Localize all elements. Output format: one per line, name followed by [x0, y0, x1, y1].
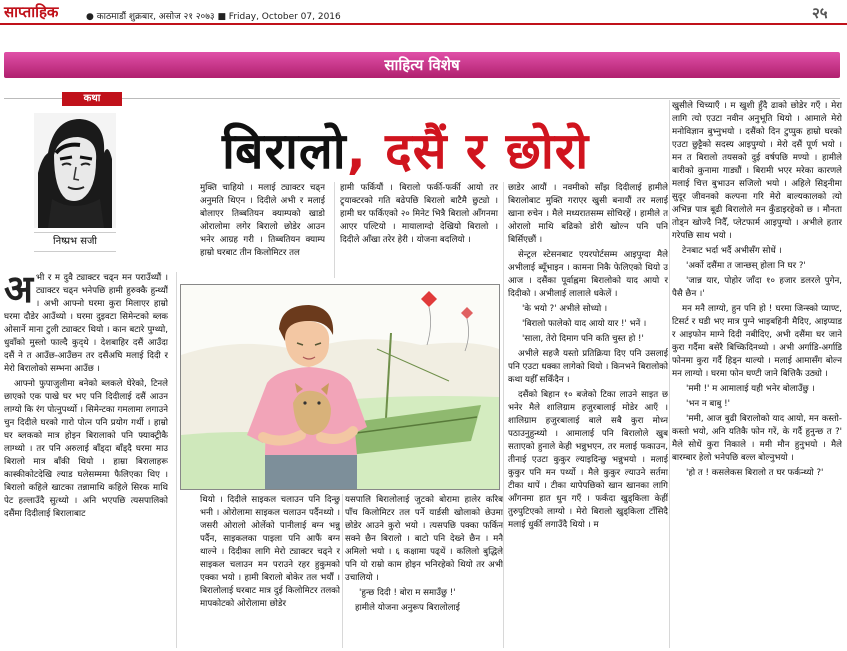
- column-rule: [669, 100, 670, 648]
- headline-part2: , दसैं र छोरो: [346, 122, 590, 180]
- dialogue: 'जान्न यार, पोहोर जाँदा १० हजार डलरले पुगेन, पैसै छैन ।': [672, 276, 842, 299]
- paragraph: सेन्ट्रल स्टेसनबाट एयरपोर्टसम्म आइपुग्दा मैले अभीलाई ब्यूँभाइन । कामना निकै फेलिएको थियो उ आज । दसैंका पूर्वाह्नमा बिरालोको याद आयो र दिदीको । अभीलाई लालाले धकेलें ।: [508, 250, 668, 299]
- paragraph: मन मनै लाग्यो, हुन पनि हो ! घरमा जिन्स्को प्याण्ट, टिसर्ट र घडी भए मात्र पुग्ने भाइबहिनी मैदिए, आइप्याड र आइफोन माग्ने दिदी नबीदिए, अभी दसैंमा घर जाने कुरा गर्दैमा बसेरै बिच्किदिनथ्यो । अभी अर्गाडि-अर्गाडि फोनमा कुरा गर्दै हिड्न थाल्यो । मलाई आमासँग बोल्न मन लाग्यो । घरमा फोन घण्टी जाने बित्तिकै उठ्यो ।: [672, 304, 842, 379]
- column-rule: [176, 272, 177, 648]
- article-column-4: [508, 182, 668, 648]
- issue-date: ● काठमाडौं शुक्रबार, असोज २१ २०७३ ■ Friday, October 07, 2016: [86, 12, 341, 22]
- dropcap: अ: [4, 272, 34, 311]
- paragraph: आफ्नो फुपाजुलीमा बनेको ब्लकले घेरेको, टिनले छाएको एक पाखे घर भए पनि दिदीलाई दसैं आउन लाग्यो कि रंग पोत्नुपर्थ्यो । सिमेन्टका गमलामा लगाउने चुन दिदीले घरको गारो पोत्न पनि प्रयोग गर्थी । हाम्रो घर ब्लकको मात्र होइन बिरालाको पनि फ्याक्ट्रीकै लाग्थ्यो । तर पनि अरुलाई बाँड्दा बाँड्दै घरमा माउ बिरालो मात्र बाँकी थियो । हाम्रा बिरालाहरू कास्कीकोटदेखि ल्याड घलेसम्ममा फैलिएका थिए । बिरालो कहिले खाटका तन्नामाथि कहिले सिरक माथि पेट हल्लाउँदै सुत्थ्यो । अनि भएपछि त्यसपालिको दसैंमा दिदीलाई बिरालाबाट: [4, 379, 168, 519]
- divider: [4, 98, 840, 99]
- dialogue: 'बिरालो फालेको याद आयो यार !' भनें ।: [522, 319, 647, 329]
- genre-tag: कथा: [62, 92, 122, 106]
- masthead-rule: [0, 23, 847, 25]
- paragraph: टेनबाट भर्दा भर्दै अभीसँग सोधें ।: [682, 246, 782, 256]
- article-column-1: [4, 272, 168, 648]
- story-illustration: [180, 284, 500, 490]
- boy-holding-kitten-icon: [181, 285, 499, 489]
- section-title: साहित्य विशेष: [384, 56, 460, 74]
- dialogue: 'हो त ! कसलेकस बिरालो त घर फर्कन्थ्यो ?': [686, 468, 824, 478]
- article-column-5: [672, 100, 842, 648]
- paragraph: भी र म दुवै ट्याक्टर चढ्न मन पराउँथ्यौं । ट्याक्टर चढ्न भनेपछि हामी हुरुक्कै हुन्थ्यौं । अभी आफ्नो घरमा कुरा मिलाएर हाम्रो घरमा दौडेर आउँथ्यो । घरमा दुइवटा सिमेन्टको ब्लक ओसार्ने माना टुली ट्याक्टर थियो । कान बटारे पुग्थ्यो, धुवाँको मुस्लो फाल्दै कुद्थे । देशबाहिर दसैं आउँदा दसैं ने त आउँछ-आउँछन तर दसैंअघि मलाई दिदी र मेरो बिरालोको सम्भना आउँछ ।: [4, 273, 168, 374]
- dialogue: 'भन न बाबु !': [686, 399, 730, 409]
- author-photo: [34, 113, 116, 228]
- headline-part1: बिरालो: [222, 122, 347, 180]
- page-number: २५: [812, 4, 828, 22]
- dialogue: 'ममी, आज बुढी बिरालोको याद आयो, मन कस्तो-कस्तो भयो, अनि यतिकै फोन गरें, के गर्दै हुनुन्छ त ?' मैले सोधें कुरा निकाले । ममी मौन हुनुभयो । मैले बारम्बार हेलो भनेपछि बल्ल बोल्नुभयो ।: [672, 414, 842, 463]
- article-column-3: [340, 182, 498, 278]
- paragraph: मुक्ति चाहियो । मलाई ट्याक्टर चढ्न अनुमति थिएन । दिदीले अभी र मलाई बोलाएर तिब्बतियन क्याम्पको खाडो ओरालोमा लगेर बिरालो छोडेर आउन भनेर आग्रह गरी । तिब्बतियन क्याम्प हाम्रो घरबाट तीन किलोमिटर तल: [200, 183, 325, 258]
- masthead: [0, 0, 847, 26]
- article-column-2: [200, 182, 325, 278]
- paragraph: छाडेर आयौं । नवमीको साँझ दिदीलाई हामीले बिरालोबाट मुक्ति गराएर खुसी बनायौं तर मलाई खाना रुचेन । मैले मध्यरातसम्म सोचिरहें । हामीले त ओरालो माथि बढिको डोरी खोल्न पनि पनि बिर्सिएछौं ।: [508, 183, 668, 245]
- article-column-6: [200, 494, 340, 648]
- article-column-7: [345, 494, 503, 648]
- column-rule: [503, 182, 504, 648]
- column-rule: [342, 494, 343, 648]
- paragraph: थियो । दिदीले साइकल चलाउन पनि दिन्छु भनी । ओरोलामा साइकल चलाउन पर्दैनथ्यो । जसरी ओरालो ओर्लेको पानीलाई बग्न भन्नु पर्दैन, साइकलका पाइला पनि आफैं बग्न थाल्ने । दिदीका लागि मेरो ट्याक्टर चढ्ने र साइकल चलाउन मन पराउने रहर हुकुमको एक्का भयो । हामी बिरालो बोकेर तल भर्यौं । बिरालोलाई घरबाट मात्र दुई किलोमिटर तलको मापकोटको ओरोलामा छोडेर: [200, 495, 340, 609]
- column-rule: [334, 182, 335, 278]
- paragraph: अभीले सहजै यस्तो प्रतिक्रिया दिए पनि उसलाई पनि एउटा धक्का लागेको थियो । किनभने बिरालोको कथा यहीँ सकिँदैन ।: [508, 349, 668, 385]
- section-banner: [4, 52, 840, 78]
- paragraph: हामीले योजना अनुरूप बिरालोलाई: [355, 603, 460, 613]
- headline: [222, 115, 589, 183]
- paragraph: यसपालि बिरालोलाई जुटको बोरामा हालेर करिब पाँच किलोमिटर तल पर्ने यार्डसी खोलाको छेउमा छोडेर आउने कुरो भयो । त्यसपछि पक्का फर्किन सक्ने छैन बिरालो । बाटो पनि देख्ने छैन । मनै अमिलो भयो । ६ कक्षामा पढ्थें । कलिलो बुद्धिले पनि यो राम्रो काम होइन भनिरहेको थियो तर अभी उचालियो ।: [345, 495, 503, 583]
- dialogue: 'साला, तेरो दिमाग पनि कति चुस्त हो !': [522, 334, 644, 344]
- author-name: निष्प्रभ सजी: [34, 232, 116, 252]
- author-portrait-icon: [34, 113, 116, 228]
- paragraph: दसैंको बिहान १० बजेको टिका लाउने साइत छ भनेर मैले शालिग्राम हजुरबालाई मोडेर आएँ । शालिग्राम हजुरबालाई बाले सबै कुरा मोध्न पठाउनुहुन्थ्यो । आमालाई पनि बिरालोले खुब सताएको हुनाले केही भन्नुभएन, तर मलाई फकाउन, तीनाई एउटा कुकुर ल्याइदिन्छु भन्नुभयो । मलाई कुकुर पनि मन पर्थ्यो । मैले कुकुर ल्याउने सर्तमा टीका थापें । टीका थापेपछिको खान खानका लागि आँगनमा हात धुन गएँ । फर्कंदा खुड्किला केहीं तुरुपुटिएको लाग्यो । मेरो बिरालो खुड्किला टाँसिदै मलाई धुर्की लगाउँदै थियो । म: [508, 390, 668, 530]
- dialogue: 'ममी !' म आमालाई यही भनेर बोलाउँछु ।: [686, 384, 815, 394]
- dialogue: 'अर्को दसैंमा त जान्छस् होला नि घर ?': [686, 261, 806, 271]
- dialogue: 'हुन्छ दिदी ! बोरा म समाउँछु !': [359, 588, 456, 598]
- paragraph: खुसीले चिच्याएँ । म खुशी हुँदै ढाको छोडेर गएँ । मेरा लागि त्यो एउटा नवीन अनुभूति थियो । आमाले मेरो मनोविज्ञान बुभ्नुभयो । दसैंको दिन टुप्पुक हाम्रो घरको एउटा छुट्टैको सदस्य आइपुग्यो । मेरो दसैं पूर्ण भयो । मन त बिरालो तयसको दुई वर्षपछि मण्यो । हामीले बारीको कुनामा गाड्यौं । बिरामी भएर मरेका कारणले मलाई चित्त बुभाउन सजिलो भयो । अहिले सिड्नीमा सुदूर जीवनको कल्पना गरि मेरो बाल्यकालको त्यो अभिन्न पात्र बूढी बिरालोले मन कुँडाइरहेको छ । मौनता तोड्न खोज्दै निदैँ, प्लेटफार्म आइपुग्यो । अभीले हतार गरेपछि साथ भयो ।: [672, 101, 842, 241]
- newspaper-logo: साप्ताहिक: [4, 3, 59, 21]
- paragraph: हामी फर्कियौं । बिरालो फर्की-फर्की आयो तर ट्र्याक्टरको गति बढेपछि बिरालो बाटैमै छुट्यो । हामी घर फर्किएको २० मिनेट भित्रै बिरालो आँगनमा आएर पल्टियो । मायालाग्दो देखियो बिरालो । दिदीले आँखा तरेर हेरी । योजना बदलियो ।: [340, 183, 498, 245]
- dialogue: 'के भयो ?' अभीले सोध्यो ।: [522, 304, 608, 314]
